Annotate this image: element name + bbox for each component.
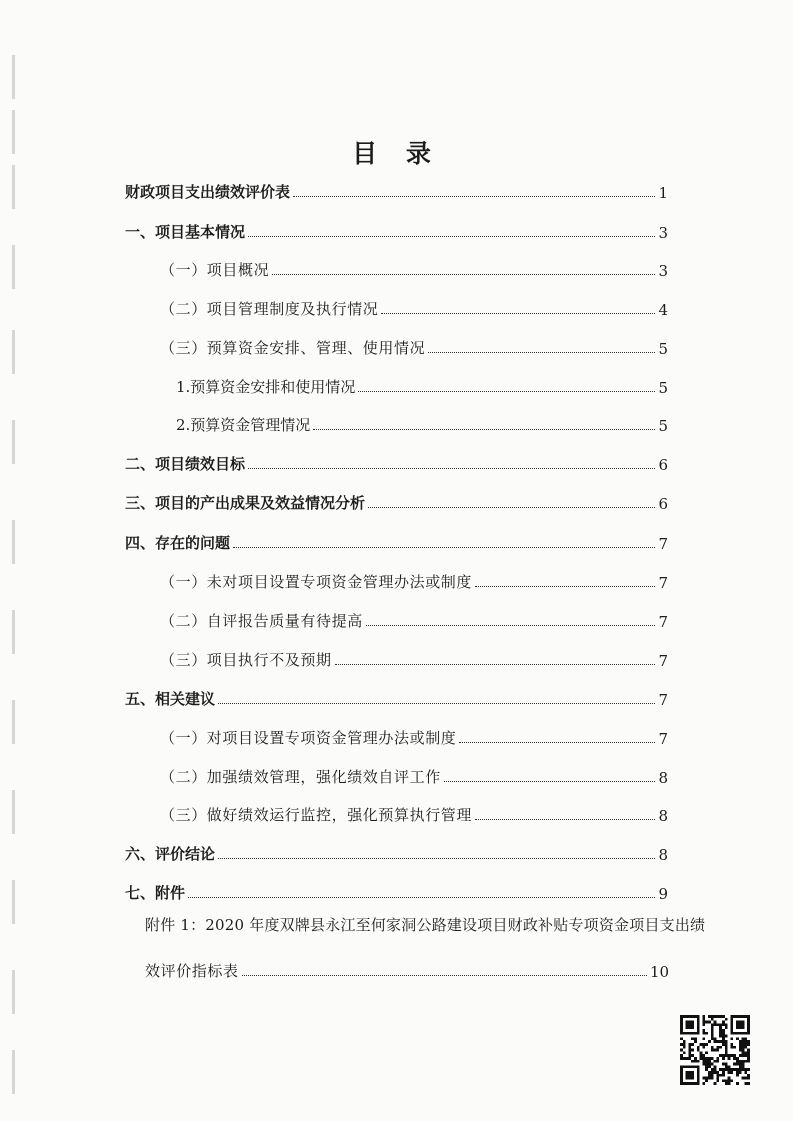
toc-entry[interactable] <box>160 801 668 825</box>
toc-entry-label: 二、项目绩效目标 <box>125 455 246 473</box>
toc-leader <box>444 781 655 782</box>
toc-page-number: 6 <box>658 495 668 513</box>
toc-entry[interactable] <box>125 450 668 474</box>
toc-leader <box>366 625 655 626</box>
toc-page-number: 7 <box>658 652 668 670</box>
toc-page-number: 5 <box>658 379 668 397</box>
toc-page-number: 8 <box>658 769 668 787</box>
toc-leader <box>293 196 655 197</box>
toc-leader <box>313 429 655 430</box>
toc-entry-label: （一）对项目设置专项资金管理办法或制度 <box>160 729 457 747</box>
page-title: 目 录 <box>352 139 441 168</box>
toc-leader <box>459 742 655 743</box>
toc-page-number: 7 <box>658 613 668 631</box>
toc-entry-label: 四、存在的问题 <box>125 534 231 552</box>
toc-entry-attachment[interactable] <box>145 957 668 981</box>
toc-entry-label: 七、附件 <box>125 884 186 902</box>
toc-leader <box>358 391 655 392</box>
toc-entry-label: （二）项目管理制度及执行情况 <box>160 300 379 318</box>
toc-entry[interactable] <box>125 178 668 202</box>
toc-page-number: 7 <box>658 730 668 748</box>
toc-page-number: 1 <box>658 184 668 202</box>
toc-leader <box>335 664 655 665</box>
toc-entry[interactable] <box>160 646 668 670</box>
toc-entry[interactable] <box>160 724 668 748</box>
toc-page-number: 5 <box>658 417 668 435</box>
toc-entry[interactable] <box>125 840 668 864</box>
toc-entry[interactable] <box>125 529 668 553</box>
toc-entry[interactable] <box>160 295 668 319</box>
toc-entry-label: （一）未对项目设置专项资金管理办法或制度 <box>160 573 473 591</box>
toc-entry-label: 五、相关建议 <box>125 690 216 708</box>
toc-entry-label: （二）加强绩效管理，强化绩效自评工作 <box>160 768 441 786</box>
toc-entry-label: 三、项目的产出成果及效益情况分析 <box>125 494 366 512</box>
toc-entry-label: 财政项目支出绩效评价表 <box>125 183 291 201</box>
toc-leader <box>233 547 655 548</box>
toc-page-number: 4 <box>658 301 668 319</box>
toc-leader <box>368 507 655 508</box>
toc-entry[interactable] <box>125 489 668 513</box>
toc-entry-label: 六、评价结论 <box>125 845 216 863</box>
toc-leader <box>188 897 655 898</box>
toc-entry[interactable] <box>160 607 668 631</box>
toc-entry[interactable] <box>160 568 668 592</box>
attachment-title-line1[interactable]: 附件 1：2020 年度双牌县永江至何家洞公路建设项目财政补贴专项资金项目支出绩 <box>145 916 706 934</box>
toc-page-number: 7 <box>658 535 668 553</box>
toc-leader <box>248 468 655 469</box>
toc-entry-label: （三）做好绩效运行监控，强化预算执行管理 <box>160 806 473 824</box>
toc-leader <box>242 975 647 976</box>
toc-page-number: 8 <box>658 846 668 864</box>
toc-page-number: 6 <box>658 456 668 474</box>
toc-entry[interactable] <box>125 879 668 903</box>
toc-page-number: 7 <box>658 574 668 592</box>
toc-entry[interactable] <box>160 256 668 280</box>
toc-leader <box>428 352 655 353</box>
toc-page-number: 10 <box>650 963 670 981</box>
toc-leader <box>218 703 655 704</box>
toc-page-number: 9 <box>658 885 668 903</box>
toc-page-number: 3 <box>658 224 668 242</box>
toc-entry-label: 效评价指标表 <box>145 962 239 980</box>
toc-leader <box>248 236 655 237</box>
toc-leader <box>381 313 655 314</box>
toc-entry-label: 一、项目基本情况 <box>125 223 246 241</box>
toc-leader <box>475 586 655 587</box>
toc-entry[interactable] <box>176 411 668 435</box>
toc-entry[interactable] <box>125 685 668 709</box>
toc-entry-label: 1.预算资金安排和使用情况 <box>176 378 356 396</box>
toc-page-number: 8 <box>658 807 668 825</box>
qr-code-icon <box>680 1015 750 1085</box>
toc-entry[interactable] <box>160 334 668 358</box>
toc-entry-label: 2.预算资金管理情况 <box>176 416 311 434</box>
toc-page-number: 3 <box>658 262 668 280</box>
toc-leader <box>272 274 655 275</box>
toc-entry[interactable] <box>176 373 668 397</box>
toc-entry-label: （三）项目执行不及预期 <box>160 651 332 669</box>
toc-leader <box>218 858 655 859</box>
toc-entry-label: （三）预算资金安排、管理、使用情况 <box>160 339 426 357</box>
toc-page-number: 7 <box>658 691 668 709</box>
toc-entry-label: （一）项目概况 <box>160 261 270 279</box>
toc-entry[interactable] <box>160 763 668 787</box>
toc-entry-label: （二）自评报告质量有待提高 <box>160 612 363 630</box>
toc-page-number: 5 <box>658 340 668 358</box>
toc-leader <box>475 819 655 820</box>
toc-entry[interactable] <box>125 218 668 242</box>
